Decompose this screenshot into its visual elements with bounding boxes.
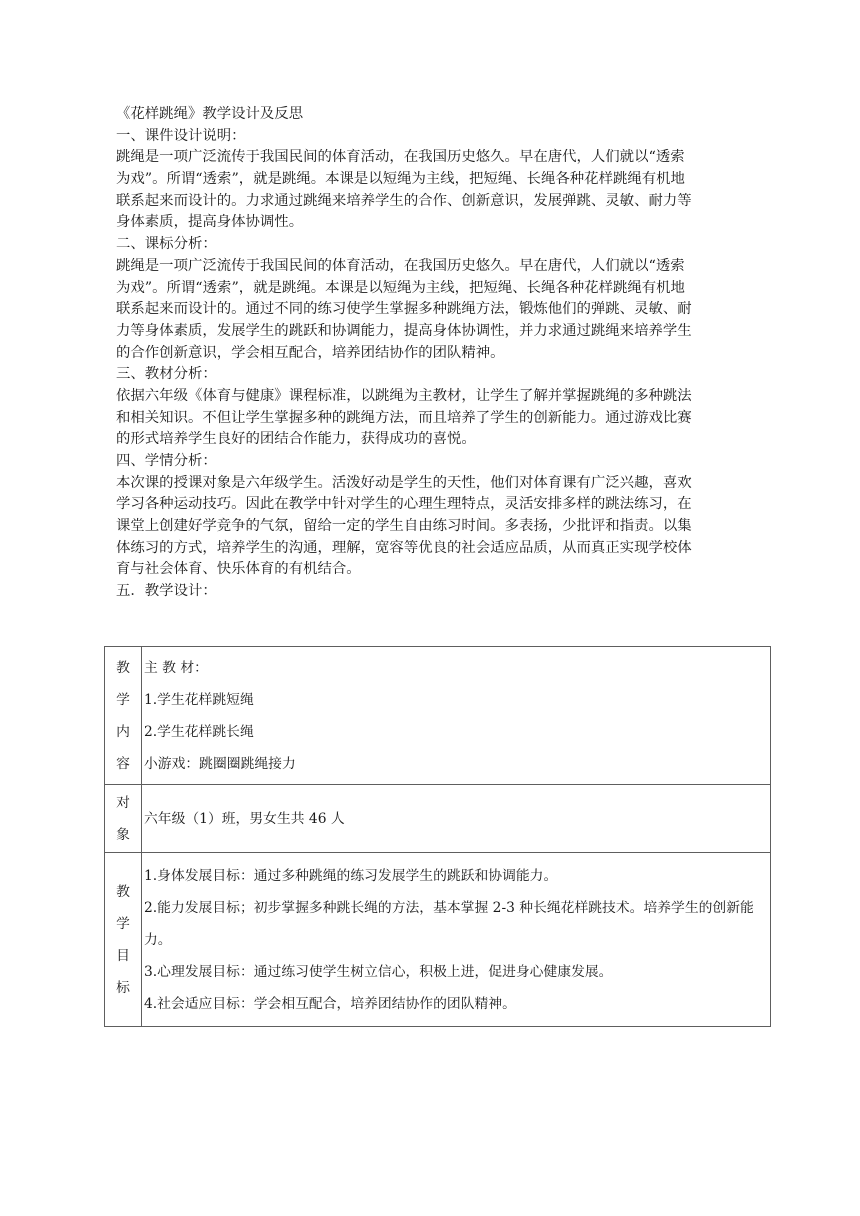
section-heading: 四、学情分析： [116,453,217,469]
label-char: 容 [116,755,130,772]
label-char: 象 [116,826,130,843]
table-row [105,853,771,1027]
content-line: 小游戏：跳圈圈跳绳接力 [144,755,296,772]
content-line: 1.学生花样跳短绳 [144,691,254,708]
section-heading: 二、课标分析： [116,236,217,253]
paragraph-line: 学习各种运动技巧。因此在教学中针对学生的心理生理特点，灵活安排多样的跳法练习，在 [116,496,692,513]
content-line: 4.社会适应目标：学会相互配合，培养团结协作的团队精神。 [144,995,516,1012]
document-title: 《花样跳绳》教学设计及反思 [116,106,304,122]
section-heading: 五．教学设计： [116,583,217,600]
paragraph-line: 跳绳是一项广泛流传于我国民间的体育活动，在我国历史悠久。早在唐代，人们就以“透索 [116,257,685,274]
paragraph-line: 联系起来而设计的。通过不同的练习使学生掌握多种跳绳方法，锻炼他们的弹跳、灵敏、耐 [116,301,692,318]
paragraph-line: 为戏”。所谓“透索”，就是跳绳。本课是以短绳为主线，把短绳、长绳各种花样跳绳有机地 [116,279,685,296]
content-line: 主 教 材： [144,659,208,676]
content-line: 1.身体发展目标：通过多种跳绳的练习发展学生的跳跃和协调能力。 [144,867,558,884]
document-body [116,104,746,603]
row-label [105,647,142,785]
content-line: 3.心理发展目标：通过练习使学生树立信心，积极上进，促进身心健康发展。 [144,963,613,980]
content-line: 2.能力发展目标；初步掌握多种跳长绳的方法，基本掌握 2-3 种长绳花样跳技术。培养学生的创新能力。 [144,899,754,948]
label-char: 学 [116,915,130,932]
label-char: 内 [116,723,130,740]
row-label [105,785,142,853]
paragraph-line: 育与社会体育、快乐体育的有机结合。 [116,561,361,578]
section-heading: 一、课件设计说明： [116,127,246,144]
paragraph-line: 依据六年级《体育与健康》课程标准，以跳绳为主教材，让学生了解并掌握跳绳的多种跳法 [116,387,692,404]
paragraph-line: 体练习的方式，培养学生的沟通，理解，宽容等优良的社会适应品质，从而真正实现学校体 [116,539,692,556]
row-label [105,853,142,1027]
table-row [105,647,771,785]
label-char: 教 [116,883,130,900]
row-content [142,785,771,853]
row-content [142,853,771,1027]
label-char: 学 [116,691,130,708]
paragraph-line: 本次课的授课对象是六年级学生。活泼好动是学生的天性，他们对体育课有广泛兴趣，喜欢 [116,474,692,491]
table-row [105,785,771,853]
paragraph-line: 联系起来而设计的。力求通过跳绳来培养学生的合作、创新意识，发展弹跳、灵敏、耐力等 [116,192,692,209]
paragraph-line: 身体素质，提高身体协调性。 [116,214,304,231]
row-content [142,647,771,785]
content-line: 六年级（1）班，男女生共 46 人 [144,810,345,827]
label-char: 对 [116,794,130,811]
paragraph-line: 的合作创新意识，学会相互配合，培养团结协作的团队精神。 [116,344,505,361]
paragraph-line: 跳绳是一项广泛流传于我国民间的体育活动，在我国历史悠久。早在唐代，人们就以“透索 [116,149,685,166]
paragraph-line: 的形式培养学生良好的团结合作能力，获得成功的喜悦。 [116,431,476,448]
section-heading: 三、教材分析： [116,366,217,383]
content-line: 2.学生花样跳长绳 [144,723,254,740]
label-char: 标 [116,979,130,996]
paragraph-line: 为戏”。所谓“透索”，就是跳绳。本课是以短绳为主线，把短绳、长绳各种花样跳绳有机地 [116,171,685,188]
teaching-design-table [104,646,771,1026]
label-char: 教 [116,659,130,676]
paragraph-line: 课堂上创建好学竞争的气氛，留给一定的学生自由练习时间。多表扬，少批评和指责。以集 [116,518,692,535]
paragraph-line: 力等身体素质，发展学生的跳跃和协调能力，提高身体协调性，并力求通过跳绳来培养学生 [116,322,692,339]
paragraph-line: 和相关知识。不但让学生掌握多种的跳绳方法，而且培养了学生的创新能力。通过游戏比赛 [116,409,692,426]
label-char: 目 [116,947,130,964]
